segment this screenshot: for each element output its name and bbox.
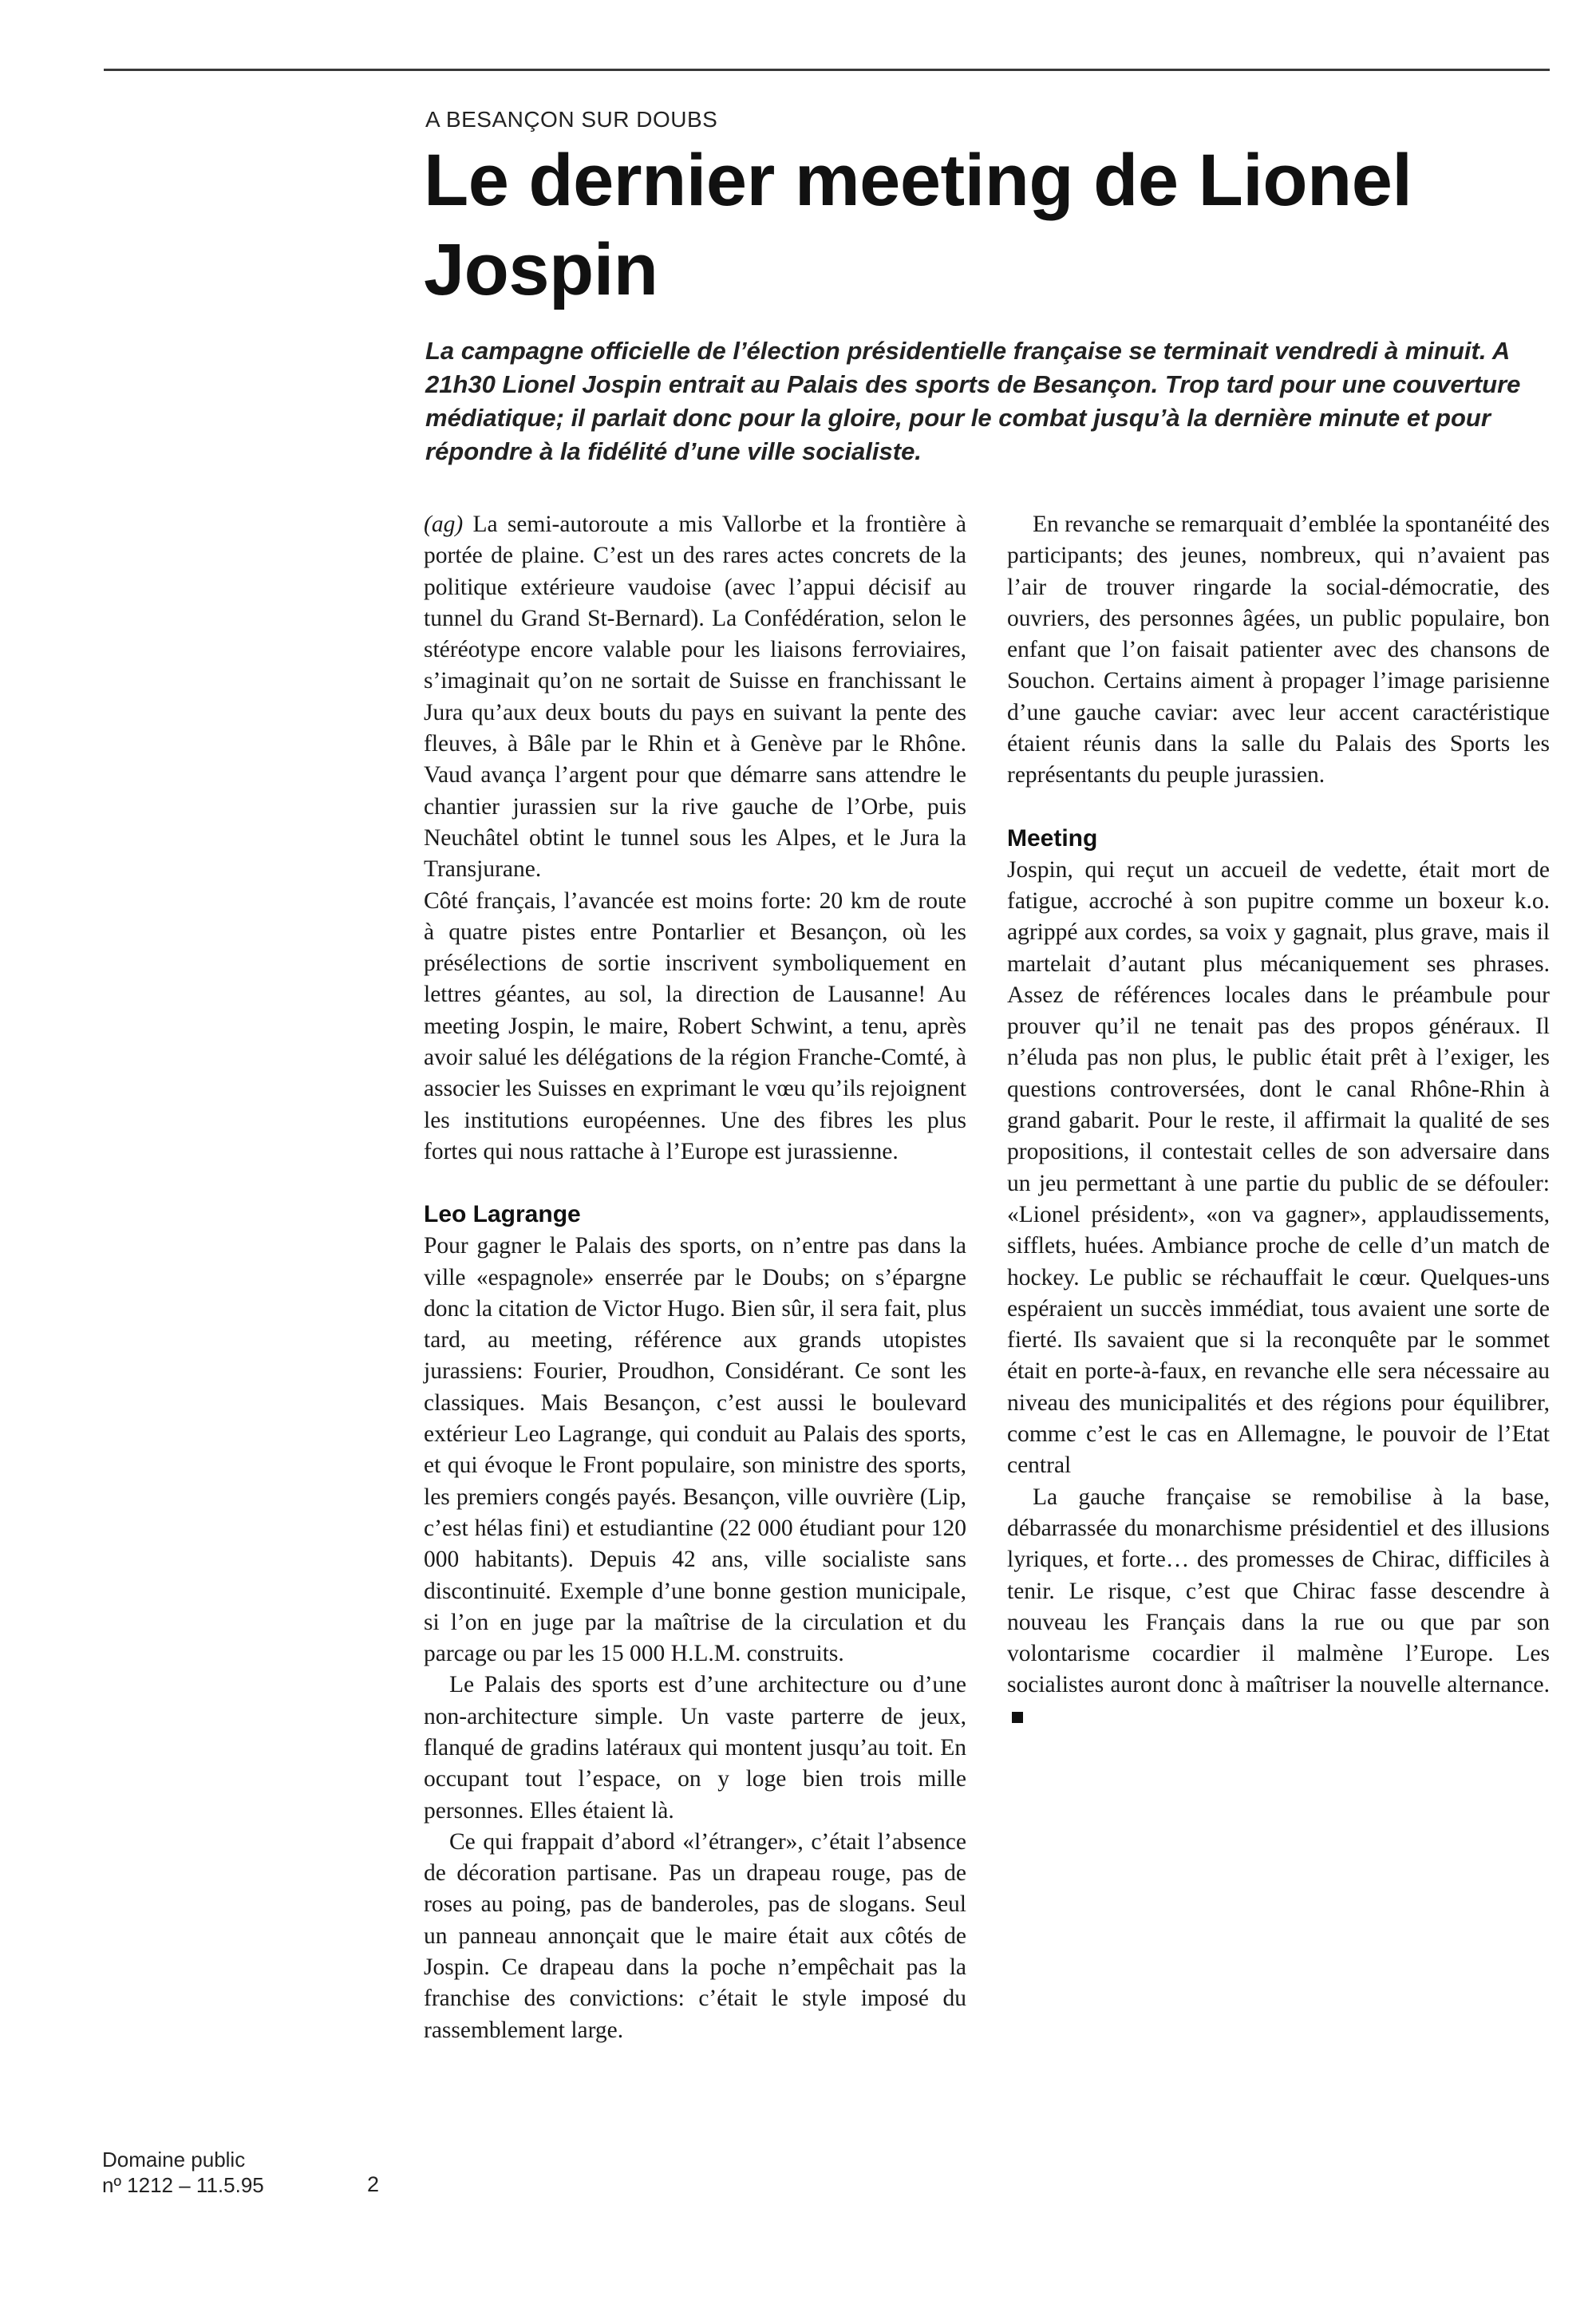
top-rule	[104, 69, 1550, 71]
article-lede: La campagne officielle de l’élection présidentielle française se terminait vendredi à minuit. A 21h30 Lionel Jospin entrait au Palais des sports de Besançon. Trop tard pour une couverture médiatique; il parlait donc pour la gloire, pour le combat jusqu’à la dernière minute et pour répondre à la fidélité d’une ville socialiste.	[425, 337, 1521, 465]
paragraph-8	[1007, 1482, 1550, 1733]
paragraph-1-text: La semi-autoroute a mis Vallorbe et la frontière à portée de plaine. C’est un des rares actes concrets de la politique extérieure vaudoise (avec l’appui décisif au tunnel du Grand St-Bernard). La Confédération, selon le stéréotype encore valable pour les liaisons ferroviaires, s’imaginait qu’on ne sortait de Suisse en franchissant le Jura qu’aux deux bouts du pays en suivant la pente des fleuves, à Bâle par le Rhin et à Genève par le Rhône. Vaud avança l’argent pour que démarre sans attendre le chantier jurassien sur la rive gauche de l’Orbe, puis Neuchâtel obtint le tunnel sous les Alpes, et le Jura la Transjurane.	[424, 512, 967, 883]
subheading-meeting: Meeting	[1007, 824, 1098, 852]
paragraph-7: Jospin, qui reçut un accueil de vedette, était mort de fatigue, accroché à son pupitre comme un boxeur k.o. agrippé aux cordes, sa voix y gagnait, plus grave, mais il martelait d’autant plus mécaniquement ses phrases. Assez de références locales dans le préambule pour prouver qu’il ne tenait pas des propos généraux. Il n’éluda pas non plus, le public était prêt à l’exiger, les questions controversées, dont le canal Rhône-Rhin à grand gabarit. Pour le reste, il affirmait la qualité de ses propositions, il contestait celles de son adversaire dans un jeu permettant à une partie du public de se défouler: «Lionel président», «on va gagner», applaudissements, sifflets, huées. Ambiance proche de celle d’un match de hockey. Le public se réchauffait le cœur. Quelques-uns espéraient un succès immédiat, tous avaient une sorte de fierté. Ils savaient que si la reconquête par le sommet était en porte-à-faux, en revanche elle sera nécessaire au niveau des municipalités et des régions pour équilibrer, comme c’est le cas en Allemagne, le pouvoir de l’Etat central	[1007, 856, 1550, 1479]
end-of-article-mark	[1012, 1712, 1023, 1723]
page-number: 2	[367, 2172, 380, 2196]
paragraph-2: Côté français, l’avancée est moins forte: 20 km de route à quatre pistes entre Pontarlier et Besançon, où les présélections de sortie inscrivent symboliquement en lettres géantes, au sol, la direction de Lausanne! Au meeting Jospin, le maire, Robert Schwint, a tenu, après avoir salué les délégations de la région Franche-Comté, à associer les Suisses en exprimant le vœu qu’ils rejoignent les institutions européennes. Une des fibres les plus fortes qui nous rattache à l’Europe est jurassienne.	[424, 887, 966, 1164]
paragraph-1	[424, 509, 966, 886]
publication-name: Domaine public	[102, 2148, 246, 2172]
author-tag: (ag)	[424, 512, 464, 537]
paragraph-5: Ce qui frappait d’abord «l’étranger», c’était l’absence de décoration partisane. Pas un drapeau rouge, pas de roses au poing, pas de banderoles, pas de slogans. Seul un panneau annonçait que le maire était aux côtés de Jospin. Ce drapeau dans la poche n’empêchait pas la franchise des convictions: c’était le style imposé du rassemblement large.	[424, 1828, 966, 2043]
article-column-1	[424, 509, 966, 2046]
publication-footer	[102, 2147, 264, 2198]
article-kicker: A BESANÇON SUR DOUBS	[425, 107, 718, 132]
article-headline: Le dernier meeting de Lionel Jospin	[424, 140, 1412, 310]
subheading-leo-lagrange: Leo Lagrange	[424, 1201, 581, 1228]
paragraph-8-text: La gauche française se remobilise à la base, débarrassée du monarchisme présidentiel et des illusions lyriques, et forte… des promesses de Chirac, difficiles à tenir. Le risque, c’est que Chirac fasse descendre à nouveau les Français dans la rue ou que par son volontarisme cocardier il malmène l’Europe. Les socialistes auront donc à maîtriser la nouvelle alternance.	[1007, 1484, 1550, 1698]
article-column-2	[1007, 509, 1550, 1733]
paragraph-3: Pour gagner le Palais des sports, on n’entre pas dans la ville «espagnole» enserrée par le Doubs; on s’épargne donc la citation de Victor Hugo. Bien sûr, il sera fait, plus tard, au meeting, référence aux grands utopistes jurassiens: Fourier, Proudhon, Considérant. Ce sont les classiques. Mais Besançon, c’est aussi le boulevard extérieur Leo Lagrange, qui conduit au Palais des sports, et qui évoque le Front populaire, son ministre des sports, les premiers congés payés. Besançon, ville ouvrière (Lip, c’est hélas fini) et estudiantine (22 000 étudiant pour 120 000 habitants). Depuis 42 ans, ville socialiste sans discontinuité. Exemple d’une bonne gestion municipale, si l’on en juge par la maîtrise de la circulation et du parcage ou par les 15 000 H.L.M. construits.	[424, 1233, 966, 1667]
paragraph-4: Le Palais des sports est d’une architecture ou d’une non-architecture simple. Un vaste parterre de jeux, flanqué de gradins latéraux qui montent jusqu’au toit. En occupant tout l’espace, on y loge bien trois mille personnes. Elles étaient là.	[424, 1672, 966, 1824]
issue-info: nº 1212 – 11.5.95	[102, 2173, 264, 2197]
paragraph-6: En revanche se remarquait d’emblée la spontanéité des participants; des jeunes, nombreux, qui n’avaient pas l’air de trouver ringarde la social-démocratie, des ouvriers, des personnes âgées, un public populaire, bon enfant que l’on faisait patienter avec des chansons de Souchon. Certains aiment à propager l’image parisienne d’une gauche caviar: avec leur accent caractéristique étaient réunis dans la salle du Palais des Sports les représentants du peuple jurassien.	[1007, 512, 1550, 788]
